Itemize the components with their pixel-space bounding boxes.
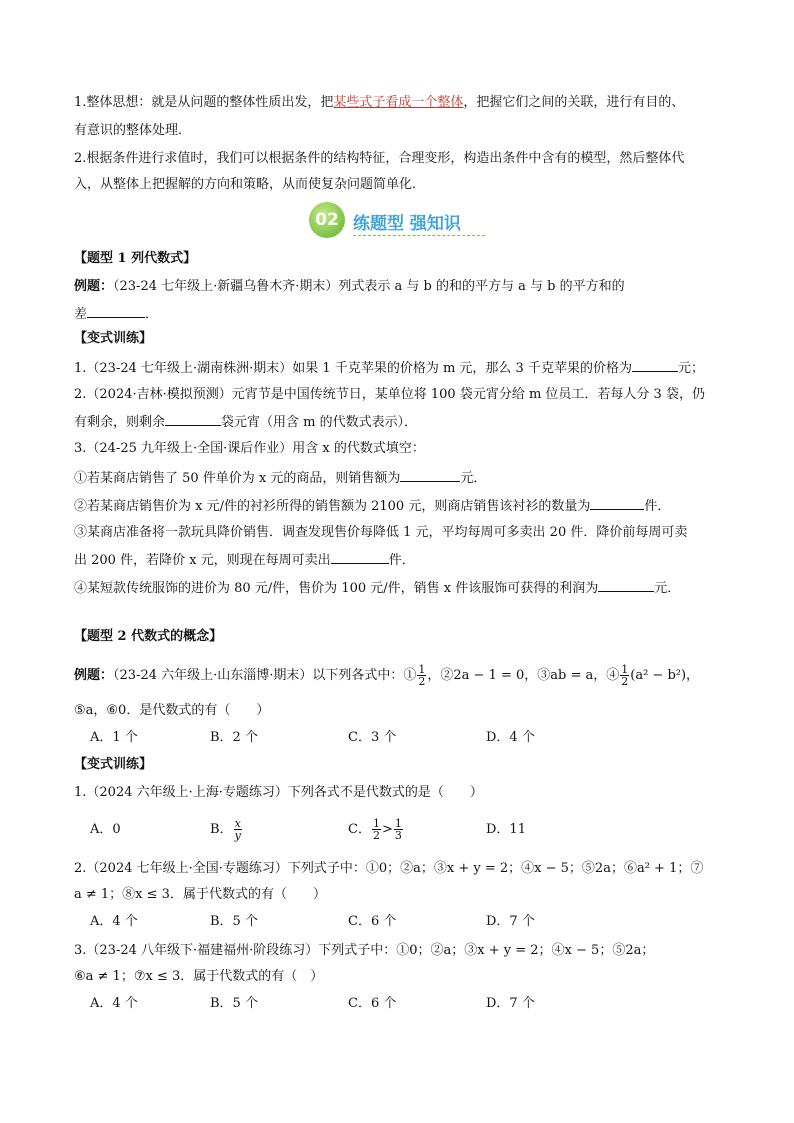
intro-text: ，把握它们之间的关联，进行有目的、 <box>463 95 685 110</box>
example-text: （23-24 六年级上·山东淄博·期末）以下列各式中：① <box>113 668 417 683</box>
type1-q3-4 <box>74 578 680 598</box>
answer-blank <box>590 496 644 510</box>
type1-variant-heading: 【变式训练】 <box>74 331 153 346</box>
example-label: 例题： <box>74 279 114 294</box>
option-c[interactable] <box>348 818 404 841</box>
example-text: ． <box>145 307 159 322</box>
fraction-numerator: 1 <box>621 663 629 676</box>
answer-blank <box>400 468 460 482</box>
fraction-one-half <box>417 664 426 687</box>
example-text: （23-24 七年级上·新疆乌鲁木齐·期末）列式表示 a 与 b 的和的平方与 a 与 b 的平方和的 <box>113 279 625 294</box>
type1-q3-2 <box>74 496 670 516</box>
option-a[interactable]: A．0 <box>90 822 121 837</box>
option-label: B． <box>210 822 233 837</box>
example-text: (a² − b²)， <box>630 668 700 683</box>
section-title: 练题型 强知识 <box>353 214 461 234</box>
type1-q1 <box>74 358 704 378</box>
answer-blank <box>331 550 389 564</box>
intro-line-4: 入，从整体上把握解的方向和策略，从而使复杂问题简单化． <box>74 177 426 192</box>
question-text: 件． <box>644 499 671 514</box>
option-d[interactable]: D．7 个 <box>486 914 535 929</box>
type1-q3-1 <box>74 468 486 488</box>
question-text: 出 200 件，若降价 x 元，则现在每周可卖出 <box>74 553 331 568</box>
type2-v2-cont: a ≠ 1；⑧x ≤ 3．属于代数式的有（ ） <box>74 887 326 902</box>
intro-line-2: 有意识的整体处理． <box>74 123 192 138</box>
example-label: 例题： <box>74 668 114 683</box>
type1-heading: 【题型 1 列代数式】 <box>74 251 197 266</box>
question-text: 元． <box>460 471 487 486</box>
intro-line-3: 2.根据条件进行求值时，我们可以根据条件的结构特征，合理变形，构造出条件中含有的模型，然后整体代 <box>74 151 685 166</box>
option-c[interactable]: C．3 个 <box>348 730 397 745</box>
option-a[interactable]: A．1 个 <box>90 730 138 745</box>
option-a[interactable]: A．4 个 <box>90 996 138 1011</box>
fraction-numerator: 1 <box>394 817 402 830</box>
option-d[interactable]: D．4 个 <box>486 730 535 745</box>
type1-q3-3-cont <box>74 550 415 570</box>
type1-q2: 2.（2024·吉林·模拟预测）元宵节是中国传统节日，某单位将 100 袋元宵分给 m 位员工．若每人分 3 袋，仍 <box>74 387 705 402</box>
fraction-numerator: 1 <box>418 663 426 676</box>
question-text: 袋元宵（用含 m 的代数式表示）． <box>221 415 418 430</box>
type2-v1: 1.（2024 六年级上·上海·专题练习）下列各式不是代数式的是（ ） <box>74 785 483 800</box>
option-d[interactable]: D．11 <box>486 822 526 837</box>
question-text: 件． <box>388 553 415 568</box>
answer-blank <box>598 578 654 592</box>
option-label: C． <box>348 822 371 837</box>
option-b[interactable] <box>210 818 243 841</box>
section-banner <box>309 202 485 238</box>
example-text: ，②2a − 1 = 0，③ab = a，④ <box>427 668 620 683</box>
fraction-one-half <box>372 818 381 841</box>
banner-divider <box>353 235 485 236</box>
section-number: 02 <box>315 210 339 230</box>
highlight-text: 某些式子看成一个整体 <box>333 95 464 110</box>
fraction-denominator: 3 <box>394 829 402 842</box>
type2-heading: 【题型 2 代数式的概念】 <box>74 629 223 644</box>
fraction-one-half <box>620 664 629 687</box>
greater-than-sign: > <box>381 822 393 837</box>
type2-v2: 2.（2024 七年级上·全国·专题练习）下列式子中：①0；②a；③x + y = 2；④x − 5；⑤2a；⑥a² + 1；⑦ <box>74 861 704 876</box>
question-text: 元． <box>654 581 681 596</box>
type2-example-cont: ⑤a，⑥0．是代数式的有（ ） <box>74 703 270 718</box>
answer-blank <box>165 412 221 426</box>
fraction-denominator: 2 <box>621 675 629 688</box>
option-d[interactable]: D．7 个 <box>486 996 535 1011</box>
question-text: ②若某商店销售价为 x 元/件的衬衫所得的销售额为 2100 元，则商店销售该衬衫的数量为 <box>74 499 591 514</box>
option-c[interactable]: C．6 个 <box>348 914 397 929</box>
answer-blank <box>632 358 678 372</box>
option-a[interactable]: A．4 个 <box>90 914 138 929</box>
fraction-numerator: 1 <box>372 817 380 830</box>
intro-text: 1.整体思想：就是从问题的整体性质出发，把 <box>74 95 334 110</box>
fraction-denominator: 2 <box>418 675 426 688</box>
question-text: ④某短款传统服饰的进价为 80 元/件，售价为 100 元/件，销售 x 件该服饰可获得的利润为 <box>74 581 599 596</box>
fraction-denominator: y <box>234 829 241 842</box>
type2-example <box>74 664 699 687</box>
fraction-denominator: 2 <box>372 829 380 842</box>
example-text: 差 <box>74 307 88 322</box>
fraction-numerator: x <box>234 817 241 830</box>
type1-example-cont <box>74 304 158 324</box>
type1-q2-cont <box>74 412 417 432</box>
option-b[interactable]: B．5 个 <box>210 914 258 929</box>
type1-q3: 3.（24-25 九年级上·全国·课后作业）用含 x 的代数式填空： <box>74 441 425 456</box>
type2-v3-cont: ⑥a ≠ 1；⑦x ≤ 3．属于代数式的有（ ） <box>74 969 324 984</box>
answer-blank <box>87 304 145 318</box>
fraction-one-third <box>394 818 403 841</box>
type2-v3: 3.（23-24 八年级下·福建福州·阶段练习）下列式子中：①0；②a；③x + y = 2；④x − 5；⑤2a； <box>74 943 655 958</box>
question-text: 有剩余，则剩余 <box>74 415 166 430</box>
intro-line-1 <box>74 94 684 112</box>
option-c[interactable]: C．6 个 <box>348 996 397 1011</box>
question-text: 元； <box>677 361 704 376</box>
option-b[interactable]: B．2 个 <box>210 730 258 745</box>
type1-q3-3: ③某商店准备将一款玩具降价销售．调查发现售价每降低 1 元，平均每周可多卖出 20 件．降价前每周可卖 <box>74 525 688 540</box>
fraction-x-over-y <box>234 818 242 841</box>
type1-example <box>74 278 625 296</box>
type2-variant-heading: 【变式训练】 <box>74 757 153 772</box>
question-text: ①若某商店销售了 50 件单价为 x 元的商品，则销售额为 <box>74 471 401 486</box>
option-b[interactable]: B．5 个 <box>210 996 258 1011</box>
question-text: 1.（23-24 七年级上·湖南株洲·期末）如果 1 千克苹果的价格为 m 元，那么 3 千克苹果的价格为 <box>74 361 632 376</box>
